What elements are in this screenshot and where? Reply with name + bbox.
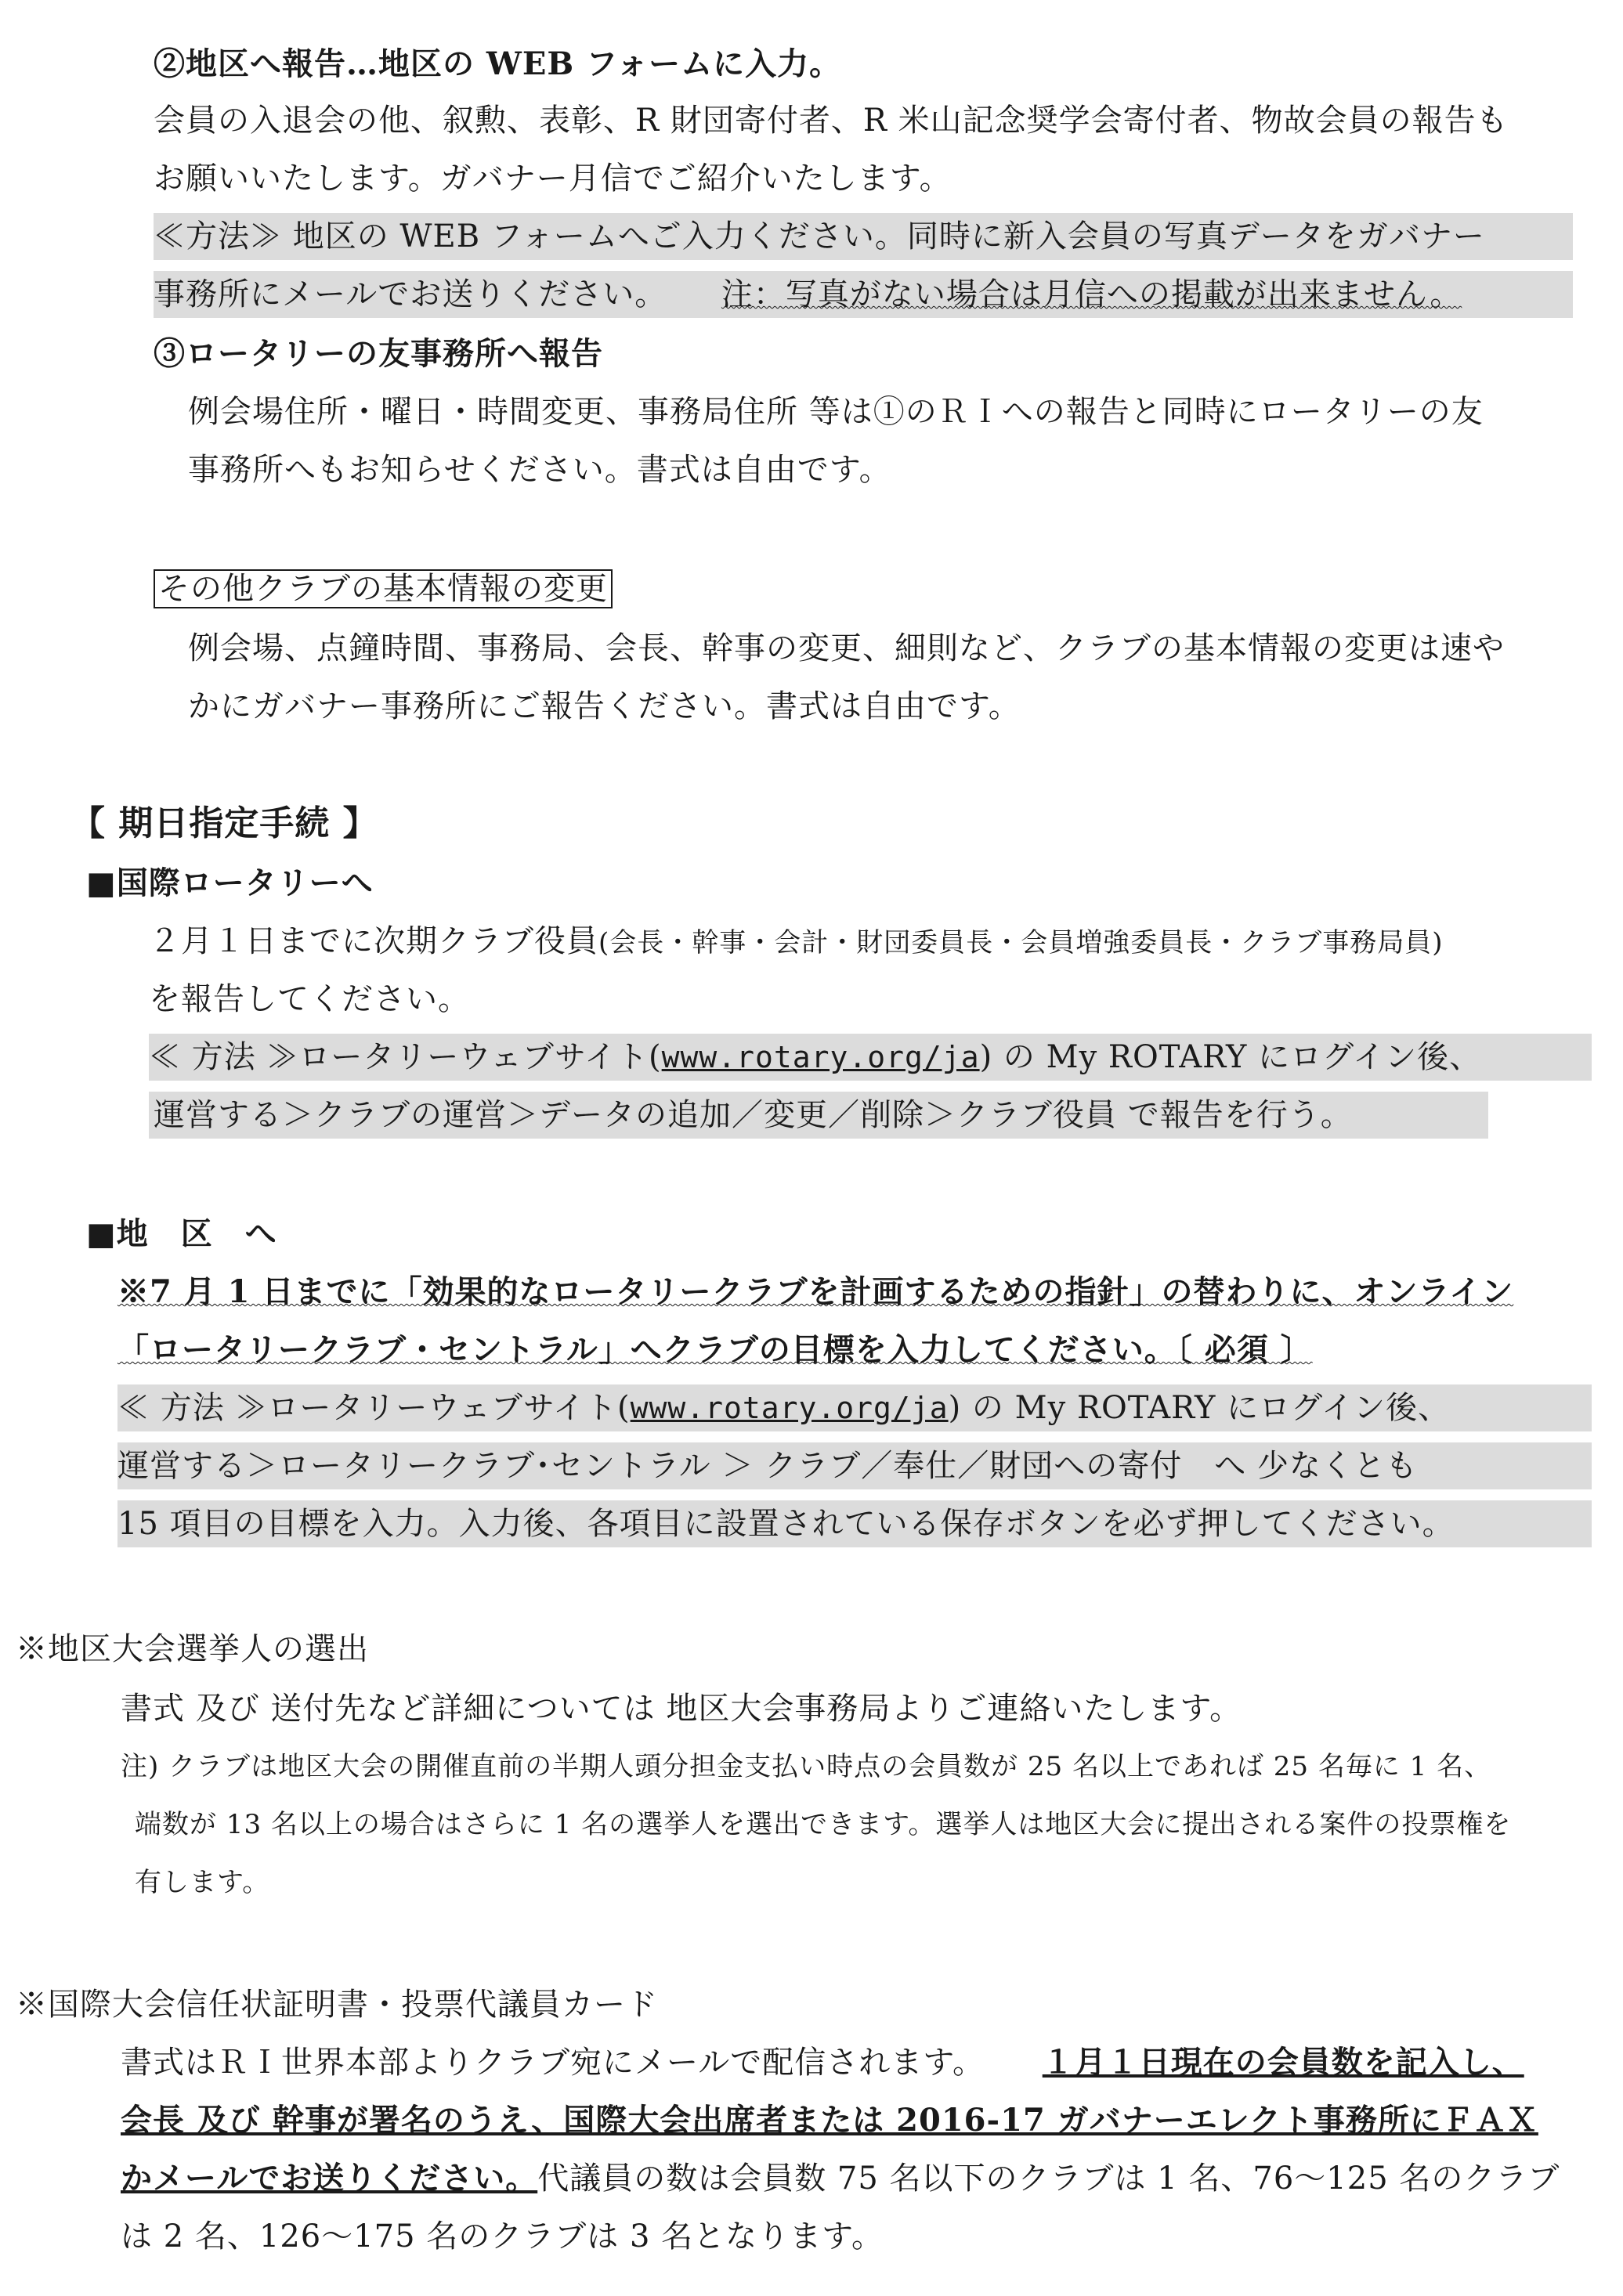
district-note: ※7 月 1 日までに「効果的なロータリークラブを計画するための指針」の替わりに、オンライン	[117, 1273, 1514, 1310]
photo-note: 注：写真がない場合は月信への掲載が出来ません。	[721, 276, 1462, 312]
rotary-link[interactable]: www.rotary.org/ja	[630, 1391, 949, 1425]
section-3-heading: ③ロータリーの友事務所へ報告	[154, 335, 603, 372]
section-2-body: 会員の入退会の他、叙勲、表彰、R 財団寄付者、R 米山記念奨学会寄付者、物故会員の報告も	[154, 103, 1509, 139]
other-body: 例会場、点鐘時間、事務局、会長、幹事の変更、細則など、クラブの基本情報の変更は速や	[188, 630, 1505, 666]
district-method: 15 項目の目標を入力。入力後、各項目に設置されている保存ボタンを必ず押してください。	[117, 1506, 1455, 1542]
ri-body	[149, 918, 1444, 966]
ri-method-text: ) の My ROTARY にログイン後、	[979, 1039, 1482, 1075]
rotary-link[interactable]: www.rotary.org/ja	[661, 1040, 980, 1074]
district-note: 「ロータリークラブ・セントラル」へクラブの目標を入力してください。〔 必須 〕	[117, 1331, 1313, 1368]
ri-method-text: ≪ 方法 ≫ロータリーウェブサイト(	[149, 1039, 662, 1075]
section-2-method	[154, 271, 1462, 318]
convention-body	[121, 2039, 1524, 2086]
convention-emphasis: １月１日現在の会員数を記入し、	[1042, 2044, 1524, 2081]
deadline-title: 【 期日指定手続 】	[70, 803, 378, 843]
ri-heading: ■国際ロータリーへ	[86, 865, 374, 901]
method-text: 事務所にメールでお送りください。	[154, 276, 667, 312]
elector-note: 注) クラブは地区大会の開催直前の半期人頭分担金支払い時点の会員数が 25 名以上であれば 25 名毎に 1 名、	[121, 1751, 1492, 1782]
convention-text: 書式はＲＩ世界本部よりクラブ宛にメールで配信されます。	[121, 2045, 985, 2081]
convention-emphasis: かメールでお送りください。	[121, 2160, 538, 2197]
ri-officers: (会長・幹事・会計・財団委員長・会員増強委員長・クラブ事務局員)	[598, 927, 1444, 958]
district-method	[117, 1384, 1450, 1431]
convention-body	[121, 2155, 1560, 2202]
section-3-body: 事務所へもお知らせください。書式は自由です。	[188, 452, 891, 488]
section-2-method: ≪方法≫ 地区の WEB フォームへご入力ください。同時に新入会員の写真データをガバナー	[154, 218, 1485, 255]
elector-body: 書式 及び 送付先など詳細については 地区大会事務局よりご連絡いたします。	[121, 1691, 1242, 1727]
section-2-body: お願いいたします。ガバナー月信でご紹介いたします。	[154, 161, 952, 197]
ri-body: を報告してください。	[149, 981, 470, 1017]
section-3-body: 例会場住所・曜日・時間変更、事務局住所 等は①のＲＩへの報告と同時にロータリーの友	[188, 394, 1484, 430]
convention-heading: ※国際大会信任状証明書・投票代議員カード	[16, 1987, 658, 2023]
ri-method: 運営する＞クラブの運営＞データの追加／変更／削除＞クラブ役員 で報告を行う。	[154, 1097, 1353, 1133]
boxed-label: その他クラブの基本情報の変更	[154, 569, 613, 608]
section-2-heading: ②地区へ報告…地区の WEB フォームに入力。	[154, 45, 842, 82]
elector-heading: ※地区大会選挙人の選出	[16, 1631, 369, 1667]
district-method-text: ≪ 方法 ≫ロータリーウェブサイト(	[117, 1390, 631, 1426]
district-method-text: ) の My ROTARY にログイン後、	[948, 1390, 1451, 1426]
convention-text: 代議員の数は会員数 75 名以下のクラブは 1 名、76～125 名のクラブ	[537, 2161, 1560, 2197]
convention-emphasis: 会長 及び 幹事が署名のうえ、国際大会出席者または 2016-17 ガバナーエレクト事務所にＦＡＸ	[121, 2102, 1538, 2139]
ri-method	[149, 1034, 1481, 1081]
district-heading: ■地 区 へ	[86, 1215, 277, 1252]
other-heading	[154, 565, 613, 612]
ri-body-text: ２月１日までに次期クラブ役員	[149, 923, 598, 959]
convention-body: は 2 名、126～175 名のクラブは 3 名となります。	[121, 2218, 884, 2254]
other-body: かにガバナー事務所にご報告ください。書式は自由です。	[188, 688, 1021, 724]
elector-note: 有します。	[135, 1867, 270, 1898]
district-method: 運営する＞ロータリークラブ･セントラル ＞ クラブ／奉仕／財団への寄付 へ 少なくとも	[117, 1448, 1418, 1484]
elector-note: 端数が 13 名以上の場合はさらに 1 名の選挙人を選出できます。選挙人は地区大会に提出される案件の投票権を	[135, 1809, 1512, 1840]
